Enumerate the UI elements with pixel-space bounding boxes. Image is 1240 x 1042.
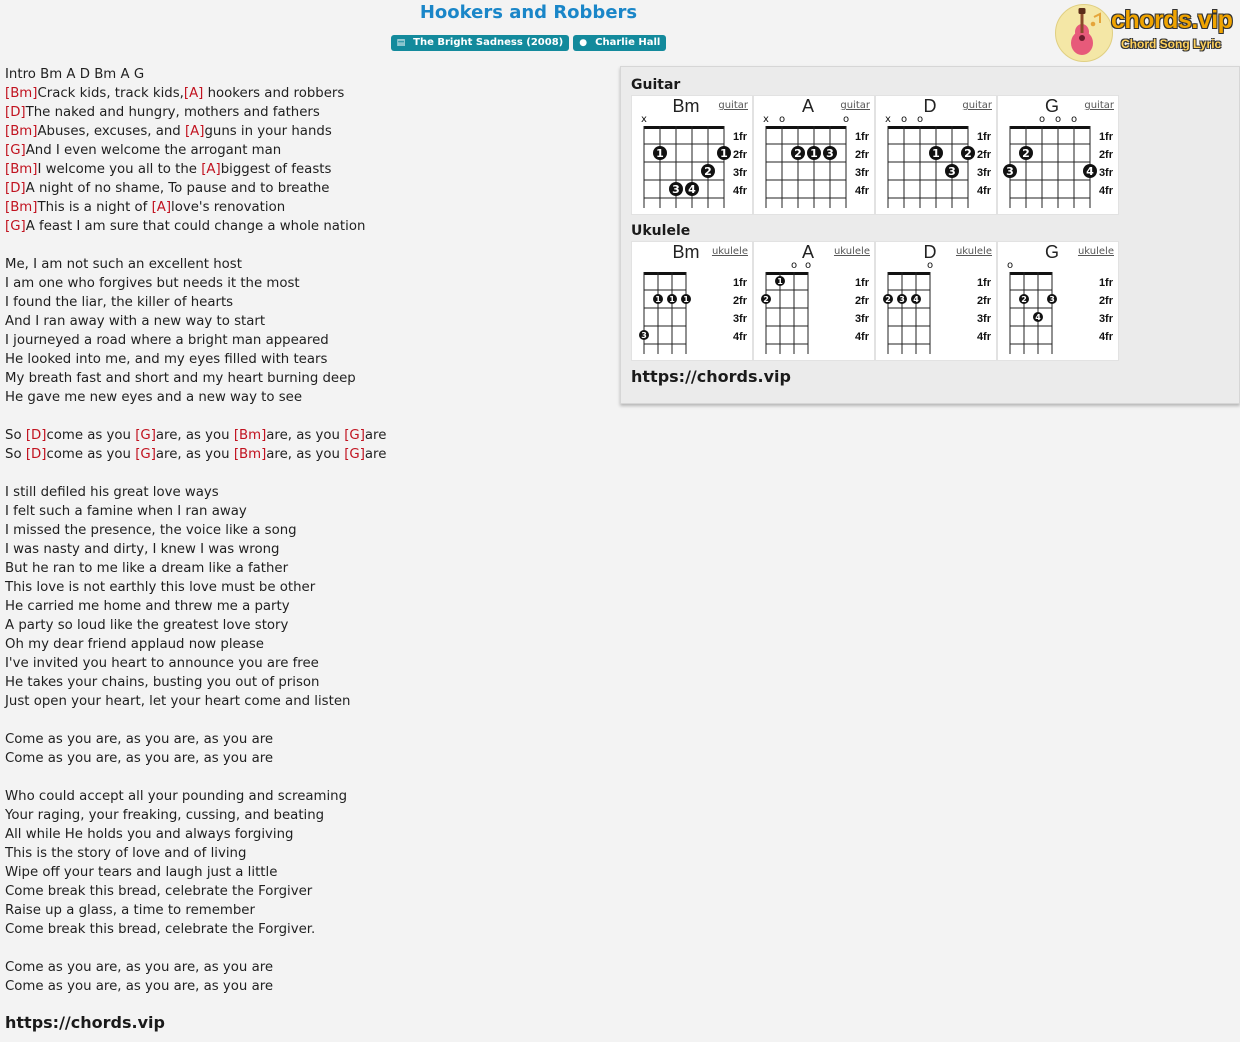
lyric-text: Come break this bread, celebrate the Forgiver xyxy=(5,884,313,899)
lyric-text: Me, I am not such an excellent host xyxy=(5,257,242,272)
fret-label: 2fr xyxy=(732,149,747,161)
artist-label: Charlie Hall xyxy=(595,37,661,48)
chord-tag[interactable]: [G] xyxy=(135,428,156,443)
ukulele-chord-a[interactable] xyxy=(753,241,875,361)
guitar-section-label: Guitar xyxy=(631,77,681,93)
chord-tag[interactable]: [Bm] xyxy=(233,447,267,462)
chord-type-link[interactable]: guitar xyxy=(962,100,992,111)
lyric-text: I felt such a famine when I ran away xyxy=(5,504,247,519)
chord-tag[interactable]: [A] xyxy=(183,86,204,101)
finger-number: 4 xyxy=(1086,165,1094,178)
lyric-line xyxy=(5,141,605,160)
finger-number: 3 xyxy=(672,183,680,196)
chord-name: A xyxy=(801,242,814,262)
lyric-text: are, as you xyxy=(266,428,345,443)
lyric-line xyxy=(5,806,605,825)
fret-label: 3fr xyxy=(732,313,747,325)
lyric-text: He takes your chains, busting you out of prison xyxy=(5,675,320,690)
blank-line xyxy=(5,236,605,255)
lyric-text: I've invited you heart to announce you are free xyxy=(5,656,319,671)
lyric-text: I still defiled his great love ways xyxy=(5,485,219,500)
nut xyxy=(644,126,724,129)
finger-number: 2 xyxy=(964,147,972,160)
finger-number: 1 xyxy=(932,147,940,160)
chord-name: D xyxy=(923,96,937,116)
ukulele-chord-d[interactable] xyxy=(875,241,997,361)
fretboard xyxy=(632,242,752,360)
nut xyxy=(766,272,808,275)
open-string-marker: o xyxy=(900,114,908,125)
guitar-chord-d[interactable] xyxy=(875,95,997,215)
chord-type-link[interactable]: ukulele xyxy=(1077,246,1114,257)
lyric-line xyxy=(5,426,605,445)
lyric-line xyxy=(5,350,605,369)
finger-number: 3 xyxy=(1049,295,1055,304)
logo-brand: chords.vip xyxy=(1111,6,1233,34)
lyric-line xyxy=(5,445,605,464)
blank-line xyxy=(5,407,605,426)
lyric-text: Come as you are, as you are, as you are xyxy=(5,732,274,747)
finger-number: 1 xyxy=(810,147,818,160)
finger-number: 3 xyxy=(899,295,905,304)
lyric-line xyxy=(5,198,605,217)
lyric-text: And I even welcome the arrogant man xyxy=(25,143,282,158)
fretboard xyxy=(754,242,874,360)
blank-line xyxy=(5,711,605,730)
lyric-text: come as you xyxy=(46,447,136,462)
lyric-text: are, as you xyxy=(266,447,345,462)
fret-label: 3fr xyxy=(976,167,991,179)
lyrics-sheet xyxy=(5,65,605,996)
lyric-line xyxy=(5,312,605,331)
lyric-text: A night of no shame, To pause and to breathe xyxy=(25,181,330,196)
lyric-text: I welcome you all to the xyxy=(37,162,202,177)
lyric-line xyxy=(5,578,605,597)
finger-number: 3 xyxy=(948,165,956,178)
lyric-text: The naked and hungry, mothers and fathers xyxy=(25,105,320,120)
fret-label: 1fr xyxy=(854,277,869,289)
finger-number: 2 xyxy=(885,295,891,304)
fret-label: 4fr xyxy=(976,185,991,197)
chord-name: Bm xyxy=(672,96,700,116)
fret-label: 2fr xyxy=(976,295,991,307)
muted-string-marker: x xyxy=(885,114,891,125)
lyric-text: So xyxy=(5,447,26,462)
nut xyxy=(888,272,930,275)
chord-tag[interactable]: [A] xyxy=(184,124,205,139)
lyric-line xyxy=(5,160,605,179)
fret-label: 3fr xyxy=(854,313,869,325)
blank-line xyxy=(5,464,605,483)
finger-number: 4 xyxy=(688,183,696,196)
fret-label: 1fr xyxy=(732,277,747,289)
chord-tag[interactable]: [G] xyxy=(344,447,365,462)
fret-label: 4fr xyxy=(1098,185,1113,197)
fret-label: 3fr xyxy=(976,313,991,325)
lyric-line xyxy=(5,483,605,502)
lyric-line xyxy=(5,274,605,293)
lyric-line xyxy=(5,844,605,863)
open-string-marker: o xyxy=(916,114,924,125)
lyric-line xyxy=(5,882,605,901)
artist-badge[interactable] xyxy=(573,35,666,51)
lyric-line xyxy=(5,293,605,312)
nut xyxy=(888,126,968,129)
open-string-marker: o xyxy=(842,114,850,125)
finger-number: 1 xyxy=(669,295,675,304)
fret-label: 4fr xyxy=(732,185,747,197)
lyric-line xyxy=(5,65,605,84)
lyric-text: He looked into me, and my eyes filled with tears xyxy=(5,352,328,367)
lyric-text: are xyxy=(364,428,387,443)
fretboard xyxy=(876,242,996,360)
fret-label: 3fr xyxy=(732,167,747,179)
lyric-text: Your raging, your freaking, cussing, and beating xyxy=(5,808,325,823)
album-badge[interactable] xyxy=(391,35,570,51)
chord-tag[interactable]: [G] xyxy=(5,143,26,158)
ukulele-chord-g[interactable] xyxy=(997,241,1119,361)
finger-number: 1 xyxy=(655,295,661,304)
chord-tag[interactable]: [Bm] xyxy=(5,124,38,139)
lyric-line xyxy=(5,103,605,122)
fret-label: 4fr xyxy=(854,185,869,197)
lyric-text: Come as you are, as you are, as you are xyxy=(5,979,274,994)
finger-number: 2 xyxy=(763,295,769,304)
lyric-line xyxy=(5,901,605,920)
fret-label: 1fr xyxy=(1098,277,1113,289)
finger-number: 4 xyxy=(913,295,919,304)
lyric-text: All while He holds you and always forgiving xyxy=(5,827,294,842)
ukulele-section-label: Ukulele xyxy=(631,223,691,239)
chord-tag[interactable]: [Bm] xyxy=(5,162,38,177)
fretboard xyxy=(632,96,752,214)
lyric-text: Wipe off your tears and laugh just a little xyxy=(5,865,278,880)
lyric-line xyxy=(5,692,605,711)
fret-label: 2fr xyxy=(1098,149,1113,161)
chord-tag[interactable]: [G] xyxy=(5,219,26,234)
chord-tag[interactable]: [D] xyxy=(25,447,47,462)
lyric-text: are, as you xyxy=(155,428,234,443)
lyric-line xyxy=(5,654,605,673)
finger-number: 1 xyxy=(777,277,783,286)
finger-number: 3 xyxy=(1006,165,1014,178)
lyric-text: A party so loud like the greatest love story xyxy=(5,618,289,633)
footer-url[interactable]: https://chords.vip xyxy=(5,1013,165,1032)
open-string-marker: o xyxy=(778,114,786,125)
fret-label: 1fr xyxy=(976,277,991,289)
lyric-line xyxy=(5,958,605,977)
lyric-text: I am one who forgives but needs it the most xyxy=(5,276,300,291)
chord-tag[interactable]: [G] xyxy=(135,447,156,462)
lyric-line xyxy=(5,673,605,692)
fret-label: 1fr xyxy=(976,131,991,143)
lyric-line xyxy=(5,597,605,616)
lyric-line xyxy=(5,255,605,274)
chord-type-link[interactable]: ukulele xyxy=(955,246,992,257)
lyric-text: A feast I am sure that could change a whole nation xyxy=(25,219,366,234)
song-title: Hookers and Robbers xyxy=(419,2,638,23)
lyric-text: So xyxy=(5,428,26,443)
fret-label: 2fr xyxy=(854,295,869,307)
lyric-line xyxy=(5,217,605,236)
lyric-text: Come as you are, as you are, as you are xyxy=(5,960,274,975)
nut xyxy=(1010,272,1052,275)
finger-number: 2 xyxy=(1022,147,1030,160)
lyric-text: Crack kids, track kids, xyxy=(37,86,184,101)
lyric-text: He gave me new eyes and a new way to see xyxy=(5,390,303,405)
lyric-line xyxy=(5,84,605,103)
chord-tag[interactable]: [G] xyxy=(344,428,365,443)
lyric-text: I was nasty and dirty, I knew I was wrong xyxy=(5,542,280,557)
chord-tag[interactable]: [Bm] xyxy=(233,428,267,443)
book-icon: ▤ xyxy=(396,38,406,48)
lyric-text: He carried me home and threw me a party xyxy=(5,599,290,614)
lyric-text: Oh my dear friend applaud now please xyxy=(5,637,264,652)
finger-number: 2 xyxy=(704,165,712,178)
lyric-text: love's renovation xyxy=(171,200,286,215)
lyric-text: are xyxy=(364,447,387,462)
lyric-line xyxy=(5,749,605,768)
chord-tag[interactable]: [Bm] xyxy=(5,200,38,215)
lyric-text: This is the story of love and of living xyxy=(5,846,247,861)
blank-line xyxy=(5,768,605,787)
guitar-chord-g[interactable] xyxy=(997,95,1119,215)
fret-label: 2fr xyxy=(732,295,747,307)
lyric-text: Come break this bread, celebrate the Forgiver. xyxy=(5,922,316,937)
finger-number: 1 xyxy=(683,295,689,304)
chord-tag[interactable]: [D] xyxy=(25,428,47,443)
ukulele-chord-bm[interactable] xyxy=(631,241,753,361)
finger-number: 4 xyxy=(1035,313,1041,322)
lyric-line xyxy=(5,540,605,559)
finger-number: 2 xyxy=(1021,295,1027,304)
guitar-icon xyxy=(1056,5,1112,61)
lyric-text: I found the liar, the killer of hearts xyxy=(5,295,234,310)
muted-string-marker: x xyxy=(763,114,769,125)
fretboard xyxy=(876,96,996,214)
lyric-text: guns in your hands xyxy=(204,124,332,139)
song-badges xyxy=(0,35,1057,51)
lyric-line xyxy=(5,179,605,198)
open-string-marker: o xyxy=(1070,114,1078,125)
chord-type-link[interactable]: guitar xyxy=(1084,100,1114,111)
finger-number: 2 xyxy=(794,147,802,160)
lyric-text: biggest of feasts xyxy=(220,162,332,177)
fret-label: 4fr xyxy=(1098,331,1113,343)
lyric-text: Intro Bm A D Bm A G xyxy=(5,67,145,82)
lyric-text: are, as you xyxy=(155,447,234,462)
chord-tag[interactable]: [D] xyxy=(5,105,26,120)
lyric-text: Just open your heart, let your heart come and listen xyxy=(5,694,351,709)
lyric-line xyxy=(5,730,605,749)
chord-type-link[interactable]: guitar xyxy=(840,100,870,111)
lyric-line xyxy=(5,502,605,521)
fret-label: 1fr xyxy=(854,131,869,143)
chord-name: G xyxy=(1044,242,1059,262)
open-string-marker: o xyxy=(804,260,812,271)
fretboard xyxy=(998,96,1118,214)
lyric-line xyxy=(5,863,605,882)
lyric-text: This is a night of xyxy=(37,200,152,215)
lyric-line xyxy=(5,559,605,578)
lyric-text: Come as you are, as you are, as you are xyxy=(5,751,274,766)
lyric-text: Raise up a glass, a time to remember xyxy=(5,903,255,918)
open-string-marker: o xyxy=(926,260,934,271)
chord-name: G xyxy=(1044,96,1059,116)
lyric-text: I journeyed a road where a bright man appeared xyxy=(5,333,329,348)
open-string-marker: o xyxy=(1054,114,1062,125)
lyric-line xyxy=(5,825,605,844)
site-logo[interactable] xyxy=(1055,4,1237,62)
fretboard xyxy=(754,96,874,214)
fret-label: 3fr xyxy=(1098,313,1113,325)
fret-label: 2fr xyxy=(854,149,869,161)
panel-url[interactable]: https://chords.vip xyxy=(631,367,791,386)
chord-tag[interactable]: [A] xyxy=(201,162,221,177)
logo-badge xyxy=(1055,4,1113,62)
blank-line xyxy=(5,939,605,958)
lyric-line xyxy=(5,920,605,939)
chord-name: Bm xyxy=(672,242,700,262)
lyric-line xyxy=(5,369,605,388)
open-string-marker: o xyxy=(1038,114,1046,125)
fret-label: 4fr xyxy=(732,331,747,343)
guitar-chord-bm[interactable] xyxy=(631,95,753,215)
fret-label: 1fr xyxy=(732,131,747,143)
fret-label: 3fr xyxy=(1098,167,1113,179)
lyric-text: My breath fast and short and my heart burning deep xyxy=(5,371,356,386)
fret-label: 3fr xyxy=(854,167,869,179)
finger-number: 3 xyxy=(641,331,647,340)
finger-number: 1 xyxy=(720,147,728,160)
chord-tag[interactable]: [Bm] xyxy=(5,86,38,101)
lyric-line xyxy=(5,521,605,540)
lyric-text: And I ran away with a new way to start xyxy=(5,314,266,329)
lyric-text: But he ran to me like a dream like a father xyxy=(5,561,289,576)
lyric-line xyxy=(5,787,605,806)
user-icon: ● xyxy=(579,38,588,48)
lyric-text: Who could accept all your pounding and screaming xyxy=(5,789,348,804)
chord-name: A xyxy=(801,96,814,116)
nut xyxy=(1010,126,1090,129)
lyric-line xyxy=(5,616,605,635)
chord-type-link[interactable]: ukulele xyxy=(711,246,748,257)
album-label: The Bright Sadness (2008) xyxy=(413,37,564,48)
lyric-line xyxy=(5,635,605,654)
fret-label: 4fr xyxy=(854,331,869,343)
finger-number: 1 xyxy=(656,147,664,160)
fret-label: 1fr xyxy=(1098,131,1113,143)
lyric-text: This love is not earthly this love must be other xyxy=(5,580,316,595)
guitar-chord-a[interactable] xyxy=(753,95,875,215)
chord-tag[interactable]: [A] xyxy=(151,200,172,215)
lyric-text: come as you xyxy=(46,428,136,443)
lyric-line xyxy=(5,388,605,407)
lyric-text: Abuses, excuses, and xyxy=(37,124,185,139)
nut xyxy=(766,126,846,129)
chord-name: D xyxy=(923,242,937,262)
chord-type-link[interactable]: guitar xyxy=(718,100,748,111)
open-string-marker: o xyxy=(790,260,798,271)
lyric-line xyxy=(5,122,605,141)
chord-type-link[interactable]: ukulele xyxy=(833,246,870,257)
fret-label: 4fr xyxy=(976,331,991,343)
nut xyxy=(644,272,686,275)
fretboard xyxy=(998,242,1118,360)
logo-tagline: Chord Song Lyric xyxy=(1121,37,1222,51)
fret-label: 2fr xyxy=(976,149,991,161)
finger-number: 3 xyxy=(826,147,834,160)
chord-diagram-panel xyxy=(620,66,1240,404)
open-string-marker: o xyxy=(1006,260,1014,271)
lyric-text: hookers and robbers xyxy=(203,86,345,101)
muted-string-marker: x xyxy=(641,114,647,125)
chord-tag[interactable]: [D] xyxy=(5,181,26,196)
lyric-text: I missed the presence, the voice like a song xyxy=(5,523,297,538)
lyric-line xyxy=(5,977,605,996)
lyric-line xyxy=(5,331,605,350)
fret-label: 2fr xyxy=(1098,295,1113,307)
